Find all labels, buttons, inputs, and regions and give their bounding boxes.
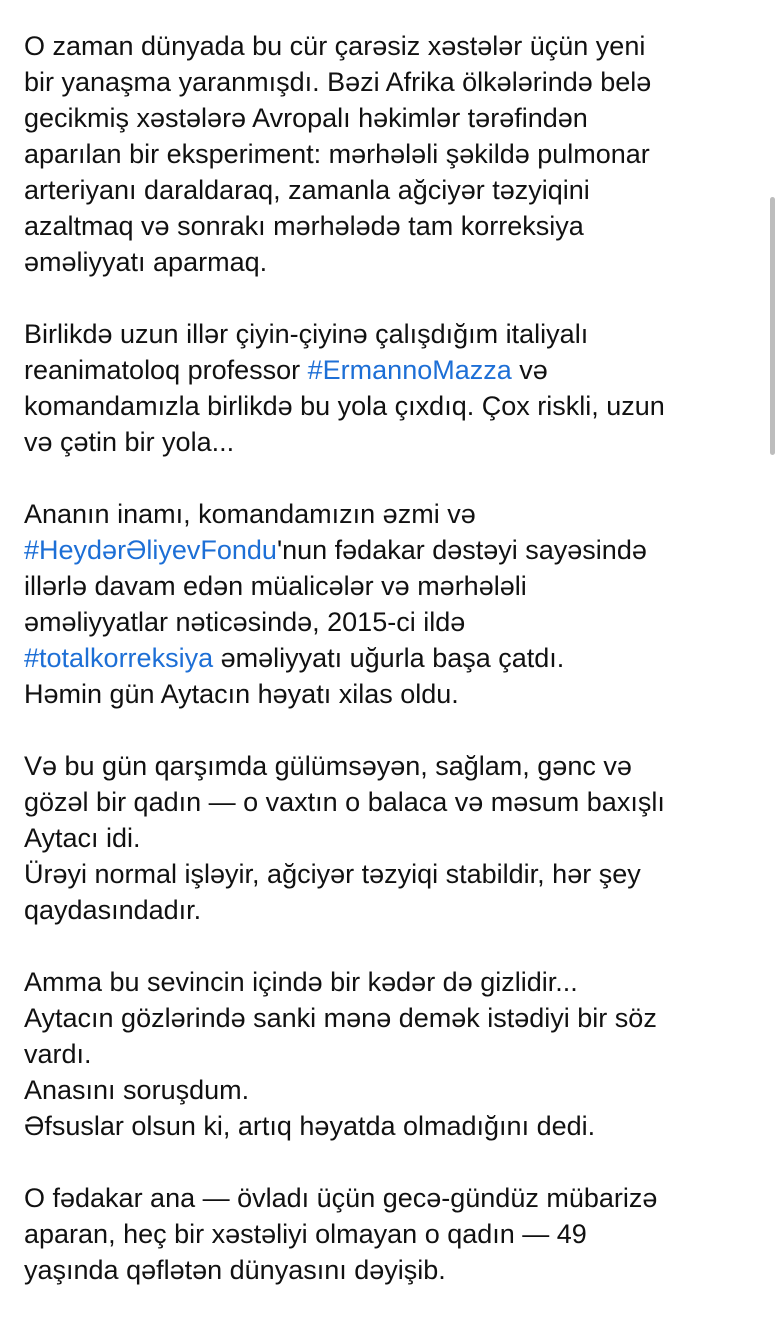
text-segment: Birlikdə uzun illər çiyin-çiyinə çalışdığım italiyalı — [24, 319, 589, 349]
text-segment: Və bu gün qarşımda gülümsəyən, sağlam, gənc və — [24, 751, 632, 781]
text-line — [24, 640, 764, 676]
hashtag-link[interactable]: #totalkorreksiya — [24, 643, 214, 673]
paragraph — [24, 28, 764, 280]
text-line — [24, 1180, 764, 1216]
text-segment: Əfsuslar olsun ki, artıq həyatda olmadığını dedi. — [24, 1111, 596, 1141]
text-line — [24, 100, 764, 136]
text-segment: O zaman dünyada bu cür çarəsiz xəstələr üçün yeni — [24, 31, 646, 61]
text-segment: əməliyyatlar nəticəsində, 2015-ci ildə — [24, 607, 466, 637]
text-segment: gecikmiş xəstələrə Avropalı həkimlər tərəfindən — [24, 103, 588, 133]
text-segment: vardı. — [24, 1039, 92, 1069]
text-line — [24, 820, 764, 856]
text-line — [24, 136, 764, 172]
text-line — [24, 1216, 764, 1252]
text-segment: və çətin bir yola... — [24, 427, 235, 457]
paragraph — [24, 316, 764, 460]
text-line — [24, 64, 764, 100]
text-line — [24, 388, 764, 424]
hashtag-link[interactable]: #ErmannoMazza — [307, 355, 512, 385]
text-line — [24, 1000, 764, 1036]
text-line — [24, 856, 764, 892]
text-segment: qaydasındadır. — [24, 895, 202, 925]
text-segment: aparılan bir eksperiment: mərhələli şəkildə pulmonar — [24, 139, 650, 169]
text-segment: reanimatoloq professor — [24, 355, 308, 385]
text-segment: və — [511, 355, 548, 385]
text-line — [24, 532, 764, 568]
scrollbar-thumb[interactable] — [770, 197, 775, 455]
text-segment: 'nun fədakar dəstəyi sayəsində — [276, 535, 647, 565]
text-segment: Amma bu sevincin içində bir kədər də gizlidir... — [24, 967, 578, 997]
scrollbar[interactable] — [770, 0, 776, 1280]
text-line — [24, 352, 764, 388]
text-line — [24, 1072, 764, 1108]
text-line — [24, 496, 764, 532]
text-line — [24, 424, 764, 460]
text-line — [24, 964, 764, 1000]
text-line — [24, 568, 764, 604]
text-segment: Ananın inamı, komandamızın əzmi və — [24, 499, 476, 529]
hashtag-link[interactable]: #HeydərƏliyevFondu — [24, 535, 277, 565]
text-line — [24, 172, 764, 208]
text-line — [24, 1108, 764, 1144]
text-line — [24, 1252, 764, 1288]
text-segment: Aytacı idi. — [24, 823, 141, 853]
text-line — [24, 748, 764, 784]
text-line — [24, 316, 764, 352]
text-segment: yaşında qəflətən dünyasını dəyişib. — [24, 1255, 446, 1285]
text-segment: komandamızla birlikdə bu yola çıxdıq. Çox riskli, uzun — [24, 391, 665, 421]
text-line — [24, 892, 764, 928]
text-line — [24, 784, 764, 820]
paragraph — [24, 1180, 764, 1288]
text-segment: O fədakar ana — övladı üçün gecə-gündüz mübarizə — [24, 1183, 658, 1213]
text-segment: bir yanaşma yaranmışdı. Bəzi Afrika ölkələrində belə — [24, 67, 652, 97]
paragraph — [24, 748, 764, 928]
text-segment: Anasını soruşdum. — [24, 1075, 250, 1105]
paragraph — [24, 496, 764, 712]
text-segment: gözəl bir qadın — o vaxtın o balaca və məsum baxışlı — [24, 787, 665, 817]
text-segment: Aytacın gözlərində sanki mənə demək istədiyi bir söz — [24, 1003, 657, 1033]
text-segment: Həmin gün Aytacın həyatı xilas oldu. — [24, 679, 459, 709]
paragraph — [24, 964, 764, 1144]
text-segment: Ürəyi normal işləyir, ağciyər təzyiqi stabildir, hər şey — [24, 859, 641, 889]
text-line — [24, 208, 764, 244]
text-line — [24, 28, 764, 64]
text-line — [24, 676, 764, 712]
text-segment: aparan, heç bir xəstəliyi olmayan o qadın — 49 — [24, 1219, 587, 1249]
post-text — [24, 28, 764, 1324]
text-segment: arteriyanı daraldaraq, zamanla ağciyər təzyiqini — [24, 175, 590, 205]
text-segment: əməliyyatı uğurla başa çatdı. — [213, 643, 565, 673]
text-line — [24, 244, 764, 280]
text-segment: illərlə davam edən müalicələr və mərhələli — [24, 571, 527, 601]
text-line — [24, 604, 764, 640]
text-segment: əməliyyatı aparmaq. — [24, 247, 268, 277]
text-line — [24, 1036, 764, 1072]
text-segment: azaltmaq və sonrakı mərhələdə tam korreksiya — [24, 211, 584, 241]
